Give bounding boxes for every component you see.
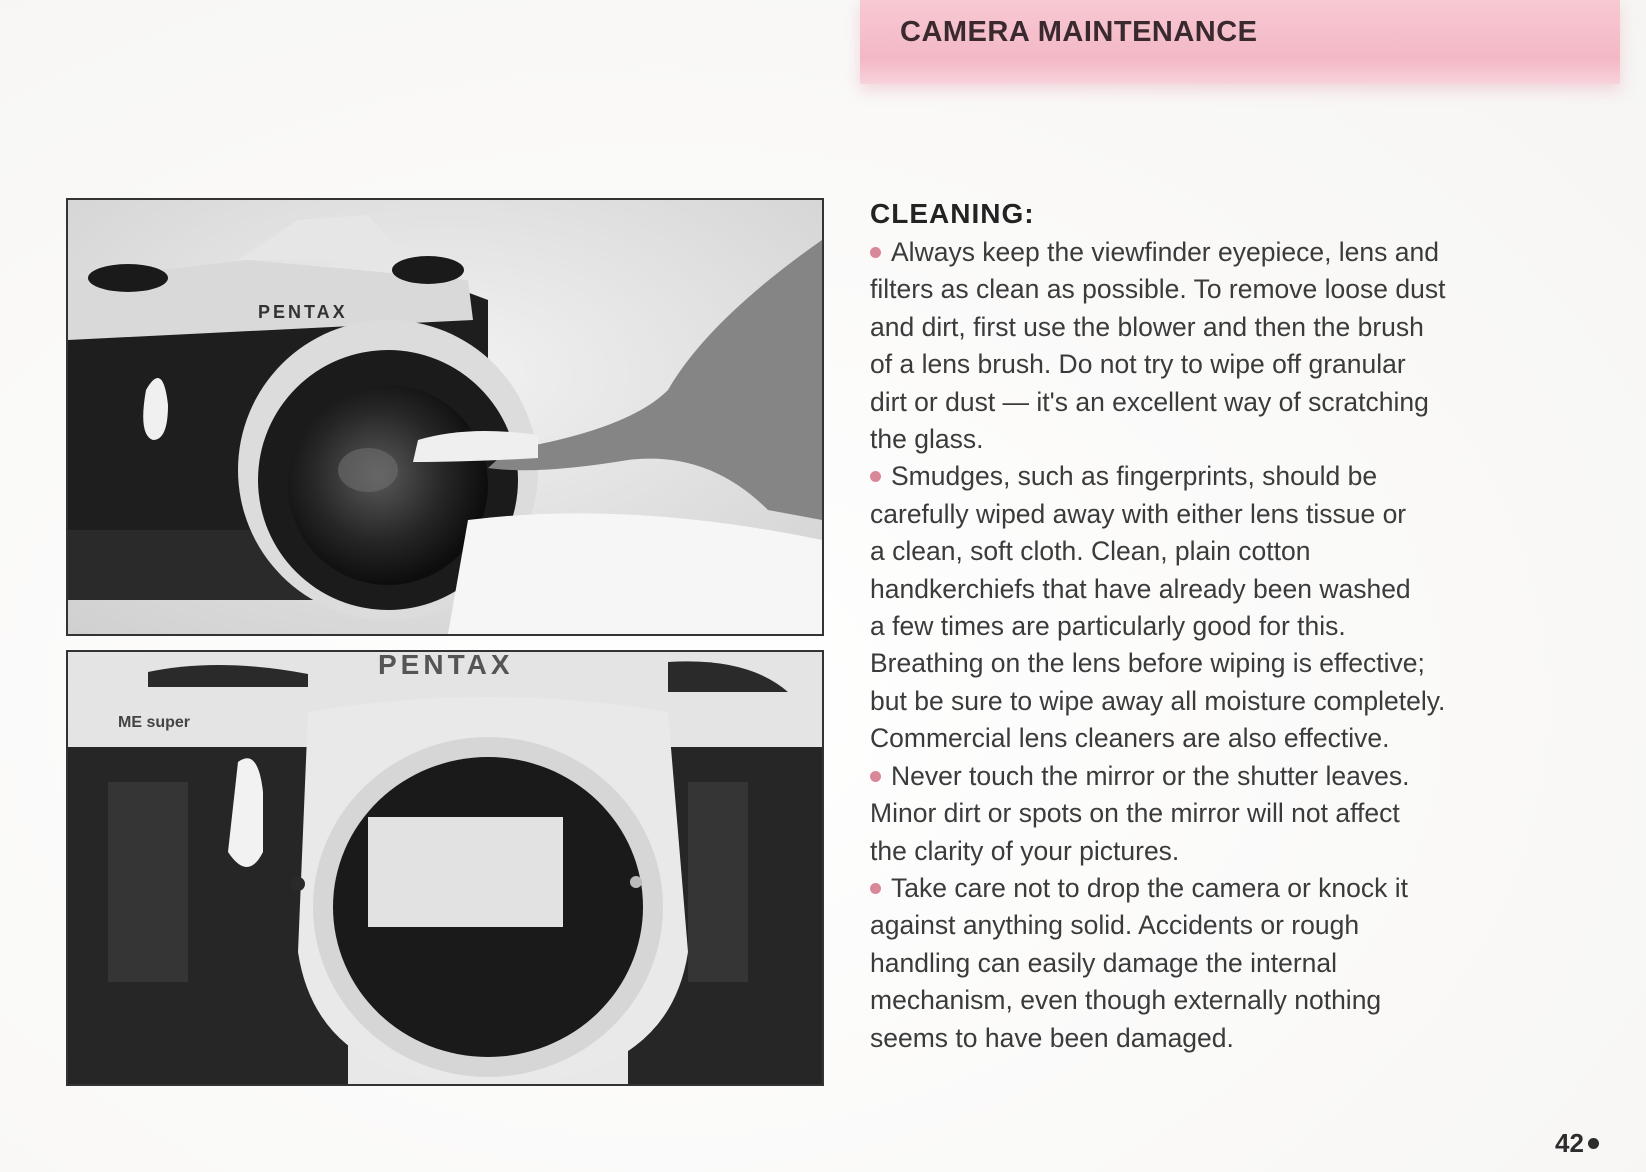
paragraph-line: handkerchiefs that have already been washed [870, 573, 1411, 604]
bullet-icon [870, 883, 881, 894]
paragraph-line: the glass. [870, 424, 984, 455]
paragraph-line: carefully wiped away with either lens tissue or [870, 498, 1407, 529]
paragraph-2 [870, 458, 1610, 757]
paragraph-line: Minor dirt or spots on the mirror will not affect [870, 798, 1400, 829]
paragraph-line: Always keep the viewfinder eyepiece, lens and [870, 234, 1610, 271]
photo-lens-cleaning [66, 198, 824, 636]
paragraph-line: filters as clean as possible. To remove loose dust [870, 274, 1446, 305]
photo-camera-mirror [66, 650, 824, 1086]
paragraph-line: a few times are particularly good for this. [870, 611, 1346, 642]
camera-model-label: ME super [118, 714, 191, 731]
camera-body-image [68, 652, 822, 1084]
bullet-icon [870, 771, 881, 782]
paragraph-line: against anything solid. Accidents or rough [870, 910, 1360, 941]
page-number: 42 [1555, 1128, 1599, 1159]
paragraph-line: dirt or dust — it's an excellent way of scratching [870, 386, 1429, 417]
paragraph-line: Breathing on the lens before wiping is effective; [870, 648, 1425, 679]
bullet-icon [870, 471, 881, 482]
cleaning-section [870, 194, 1610, 1057]
paragraph-1 [870, 234, 1610, 458]
page-number-dot-icon [1588, 1138, 1599, 1149]
section-title: CLEANING: [870, 198, 1035, 229]
paragraph-3 [870, 758, 1610, 870]
paragraph-line: handling can easily damage the internal [870, 947, 1338, 978]
paragraph-line: Commercial lens cleaners are also effective. [870, 723, 1390, 754]
paragraph-line: of a lens brush. Do not try to wipe off granular [870, 349, 1406, 380]
page-header-title: CAMERA MAINTENANCE [900, 16, 1258, 48]
camera-brand-label-bottom: PENTAX [378, 652, 514, 680]
paragraph-line: Take care not to drop the camera or knock it [870, 870, 1610, 907]
camera-brand-label: PENTAX [258, 302, 348, 322]
paragraph-line: Never touch the mirror or the shutter leaves. [870, 758, 1610, 795]
paragraph-line: mechanism, even though externally nothing [870, 985, 1382, 1016]
paragraph-line: but be sure to wipe away all moisture completely. [870, 685, 1446, 716]
camera-lens-image [68, 200, 822, 634]
paragraph-line: and dirt, first use the blower and then the brush [870, 311, 1424, 342]
paragraph-line: seems to have been damaged. [870, 1022, 1234, 1053]
bullet-icon [870, 247, 881, 258]
paragraph-4 [870, 870, 1610, 1057]
paragraph-line: the clarity of your pictures. [870, 835, 1180, 866]
paragraph-line: a clean, soft cloth. Clean, plain cotton [870, 536, 1311, 567]
paragraph-line: Smudges, such as fingerprints, should be [870, 458, 1610, 495]
